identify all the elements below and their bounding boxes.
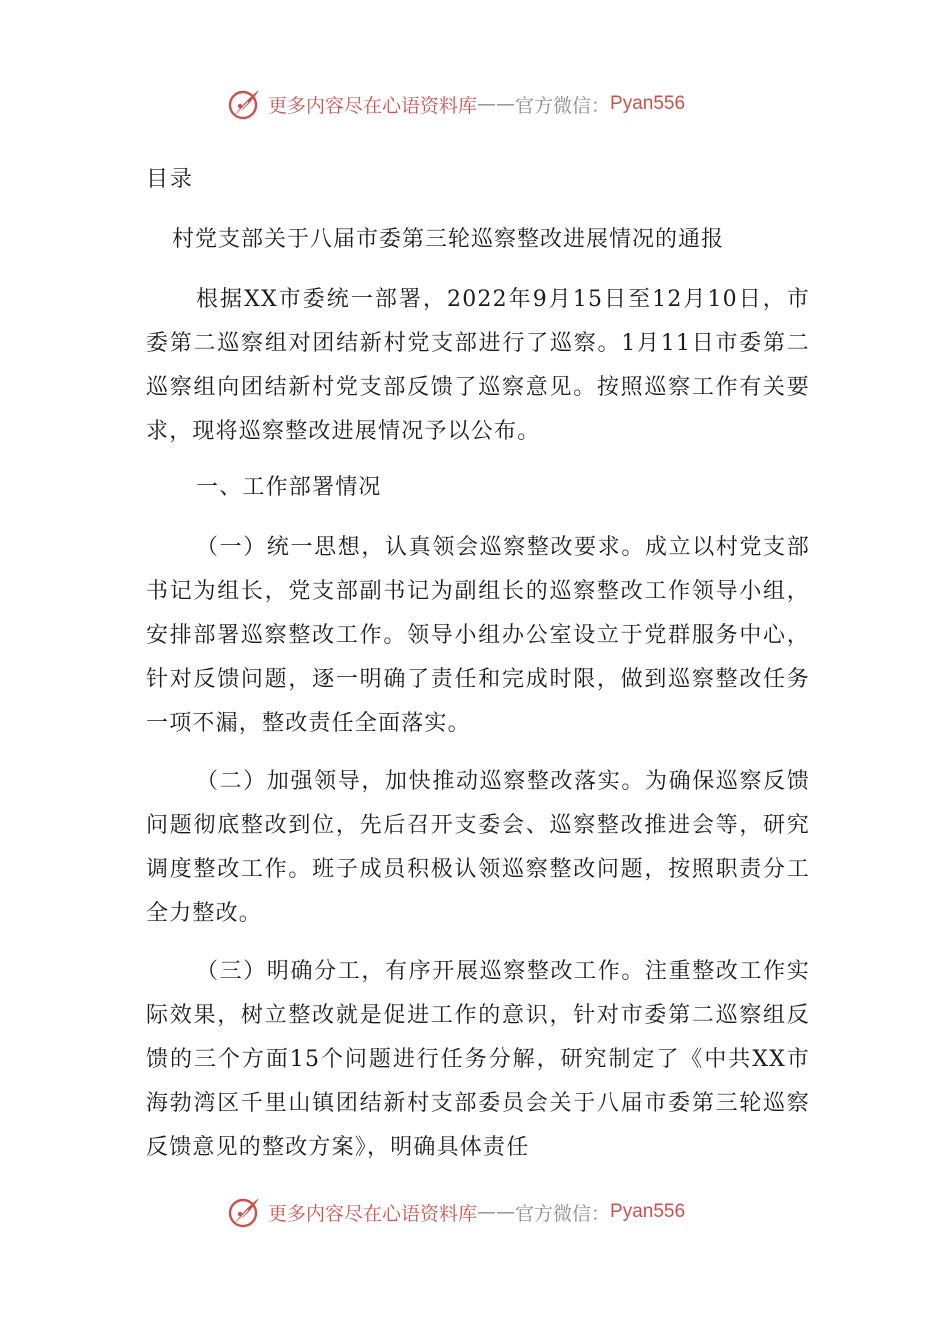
quill-pen-logo-icon	[226, 1194, 262, 1230]
watermark-separator: ——	[477, 1201, 516, 1223]
item-paragraph-2: （二）加强领导，加快推动巡察整改落实。为确保巡察反馈问题彻底整改到位，先后召开支委会、巡察整改推进会等，研究调度整改工作。班子成员积极认领巡察整改问题，按照职责分工全力整改。	[146, 769, 810, 926]
watermark-wechat-label: 官方微信：	[515, 94, 611, 117]
watermark-brand: 更多内容尽在心语资料库	[268, 1202, 478, 1225]
footer-watermark	[226, 1192, 685, 1232]
document-title: 村党支部关于八届市委第三轮巡察整改进展情况的通报	[172, 227, 725, 252]
watermark-separator: ——	[477, 93, 516, 115]
quill-pen-logo-icon	[226, 86, 262, 122]
item-paragraph-3: （三）明确分工，有序开展巡察整改工作。注重整改工作实际效果，树立整改就是促进工作的意识，针对市委第二巡察组反馈的三个方面15个问题进行任务分解，研究制定了《中共XX市海勃湾区千里山镇团结新村支部委员会关于八届市委第三轮巡察反馈意见的整改方案》，明确具体责任	[146, 959, 810, 1160]
header-watermark	[226, 84, 685, 124]
section-heading: 一、工作部署情况	[196, 475, 382, 500]
watermark-wechat-id: Pyan556	[610, 1201, 686, 1222]
watermark-wechat-label: 官方微信：	[515, 1202, 611, 1225]
watermark-wechat-id: Pyan556	[610, 93, 686, 114]
item-paragraph-1: （一）统一思想，认真领会巡察整改要求。成立以村党支部书记为组长，党支部副书记为副组长的巡察整改工作领导小组，安排部署巡察整改工作。领导小组办公室设立于党群服务中心，针对反馈问题，逐一明确了责任和完成时限，做到巡察整改任务一项不漏，整改责任全面落实。	[146, 535, 810, 736]
watermark-brand: 更多内容尽在心语资料库	[268, 94, 478, 117]
toc-heading: 目录	[146, 167, 195, 192]
intro-paragraph: 根据XX市委统一部署，2022年9月15日至12月10日，市委第二巡察组对团结新村党支部进行了巡察。1月11日市委第二巡察组向团结新村党支部反馈了巡察意见。按照巡察工作有关要求，现将巡察整改进展情况予以公布。	[146, 287, 810, 444]
